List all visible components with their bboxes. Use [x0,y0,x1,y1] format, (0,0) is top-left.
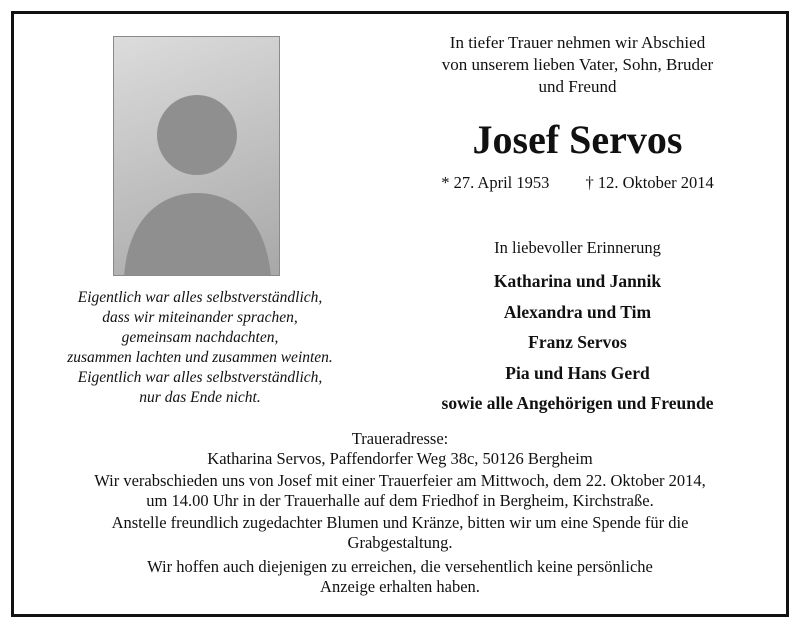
address-text: Katharina Servos, Paffendorfer Weg 38c, 50126 Bergheim [207,449,593,468]
mourner-entry: Pia und Hans Gerd [505,362,650,383]
notice-line: Wir hoffen auch diejenigen zu erreichen, die versehentlich keine persönliche [147,557,653,576]
poem-block [40,288,360,408]
donation-info [30,513,770,553]
donation-line: Grabgestaltung. [347,533,453,552]
address-label: Traueradresse: [351,429,449,448]
poem-line: dass wir miteinander sprachen, [102,309,298,326]
ceremony-line: Wir verabschieden uns von Josef mit einer Trauerfeier am Mittwoch, dem 22. Oktober 2014, [94,471,706,490]
intro-line: In tiefer Trauer nehmen wir Abschied [449,33,706,52]
poem-line: gemeinsam nachdachten, [121,329,279,346]
funeral-details [30,429,770,599]
notice-info [30,557,770,597]
mourners-list [390,266,765,419]
mourner-entry: sowie alle Angehörigen und Freunde [441,393,714,413]
ceremony-line: um 14.00 Uhr in der Trauerhalle auf dem Friedhof in Bergheim, Kirchstraße. [146,491,654,510]
poem-line: zusammen lachten und zusammen weinten. [67,349,333,366]
poem-line: nur das Ende nicht. [139,389,261,406]
memory-heading: In liebevoller Erinnerung [494,238,661,257]
mourner-entry: Katharina und Jannik [493,271,662,291]
portrait-placeholder-icon [114,37,280,276]
notice-line: Anzeige erhalten haben. [320,577,480,596]
address-block [30,429,770,469]
portrait-photo [113,36,280,276]
mourner-entry: Alexandra und Tim [503,301,652,322]
death-date: † 12. Oktober 2014 [585,173,714,192]
mourner-entry: Franz Servos [528,332,627,352]
ceremony-info [30,471,770,511]
life-dates [400,172,755,194]
intro-line: von unserem lieben Vater, Sohn, Bruder [441,55,714,74]
birth-date: * 27. April 1953 [441,173,550,192]
deceased-name: Josef Servos [472,117,683,162]
intro-line: und Freund [538,77,617,96]
intro-text [400,32,755,98]
poem-line: Eigentlich war alles selbstverständlich, [77,369,323,386]
donation-line: Anstelle freundlich zugedachter Blumen und Kränze, bitten wir um eine Spende für die [111,513,689,532]
poem-line: Eigentlich war alles selbstverständlich, [77,289,323,306]
